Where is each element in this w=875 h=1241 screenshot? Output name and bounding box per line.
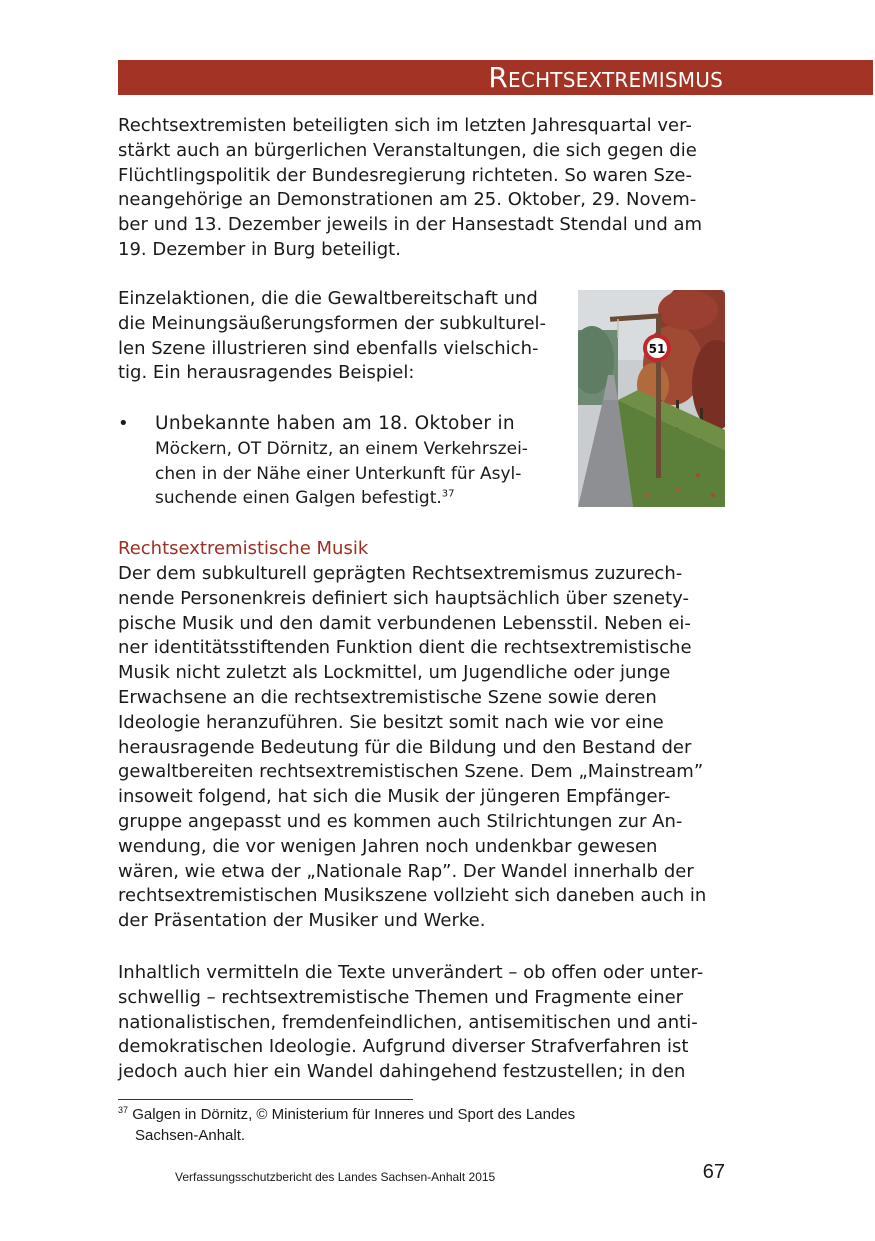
text-line: Ideologie heranzuführen. Sie besitzt somit nach wie vor eine [118, 711, 664, 733]
text-line: gruppe angepasst und es kommen auch Stilrichtungen zur An- [118, 810, 683, 832]
individual-actions-paragraph [118, 287, 565, 386]
text-line: gewaltbereiten rechtsextremistischen Szene. Dem „Mainstream” [118, 761, 704, 783]
gallows-photo [578, 290, 725, 507]
text-line: herausragende Bedeutung für die Bildung und den Bestand der [118, 736, 692, 758]
bullet-icon: • [118, 413, 129, 434]
text-line [155, 486, 565, 511]
text-line: ner identitätsstiftenden Funktion dient die rechtsextremistische [118, 637, 692, 659]
page-number: 67 [702, 1161, 725, 1183]
section-banner [118, 60, 873, 95]
text-line: wendung, die vor wenigen Jahren noch undenkbar gewesen [118, 835, 658, 857]
text-line: Rechtsextremisten beteiligten sich im letzten Jahresquartal ver- [118, 115, 692, 136]
content-paragraph [118, 961, 725, 1085]
text-line: Inhaltlich vermitteln die Texte unverändert – ob offen oder unter- [118, 962, 704, 983]
text-line: 19. Dezember in Burg beteiligt. [118, 238, 401, 260]
text-line: stärkt auch an bürgerlichen Veranstaltungen, die sich gegen die [118, 139, 697, 161]
bullet-lead-text: Unbekannte haben am 18. Oktober in [155, 413, 515, 434]
text-line: chen in der Nähe einer Unterkunft für Asyl- [155, 463, 522, 484]
footnote-text: Galgen in Dörnitz, © Ministerium für Inneres und Sport des Landes [132, 1106, 576, 1123]
footnote-reference: 37 [441, 488, 455, 500]
text-line: Musik nicht zuletzt als Lockmittel, um Jugendliche oder junge [118, 662, 671, 684]
text-line: Möckern, OT Dörnitz, an einem Verkehrszei- [155, 439, 528, 459]
text-line: insoweit folgend, hat sich die Musik der jüngeren Empfänger- [118, 786, 671, 808]
text-line: Der dem subkulturell geprägten Rechtsextremismus zuzurech- [118, 563, 683, 584]
bullet-body [155, 437, 565, 511]
text-line: nende Personenkreis definiert sich hauptsächlich über szenety- [118, 587, 689, 609]
text-line: wären, wie etwa der „Nationale Rap”. Der Wandel innerhalb der [118, 860, 694, 882]
text-line: tig. Ein herausragendes Beispiel: [118, 362, 415, 384]
footer-publication: Verfassungsschutzbericht des Landes Sachsen-Anhalt 2015 [175, 1170, 496, 1184]
text-line: Erwachsene an die rechtsextremistische Szene sowie deren [118, 686, 657, 708]
text-line: jedoch auch hier ein Wandel dahingehend festzustellen; in den [118, 1061, 686, 1083]
text-line: nationalistischen, fremdenfeindlichen, antisemitischen und anti- [118, 1011, 698, 1033]
footnote-divider [118, 1099, 413, 1100]
text-line: Flüchtlingspolitik der Bundesregierung richteten. So waren Sze- [118, 164, 692, 186]
sign-text: 51 [648, 342, 666, 356]
intro-paragraph [118, 114, 725, 263]
footnote-number: 37 [118, 1105, 129, 1115]
text-line: len Szene illustrieren sind ebenfalls vielschich- [118, 337, 539, 359]
text-line: pische Musik und den damit verbundenen Lebensstil. Neben ei- [118, 612, 691, 634]
text-line: ber und 13. Dezember jeweils in der Hansestadt Stendal und am [118, 214, 703, 236]
music-paragraph [118, 562, 725, 934]
text-line: rechtsextremistischen Musikszene vollzieht sich daneben auch in [118, 885, 707, 907]
section-title: Rechtsextremismus [488, 61, 723, 94]
text-line: Einzelaktionen, die die Gewaltbereitschaft und [118, 288, 538, 309]
footnote [118, 1104, 718, 1146]
section-heading: Rechtsextremistische Musik [118, 538, 369, 559]
text-line: demokratischen Ideologie. Aufgrund diverser Strafverfahren ist [118, 1036, 689, 1058]
text-line: schwellig – rechtsextremistische Themen und Fragmente einer [118, 986, 684, 1008]
text-line-content: suchende einen Galgen befestigt. [155, 488, 442, 508]
text-line: neangehörige an Demonstrationen am 25. Oktober, 29. Novem- [118, 189, 697, 211]
text-line: der Präsentation der Musiker und Werke. [118, 910, 486, 932]
text-line: die Meinungsäußerungsformen der subkulturel- [118, 312, 547, 334]
footnote-text-continued: Sachsen-Anhalt. [135, 1127, 246, 1144]
